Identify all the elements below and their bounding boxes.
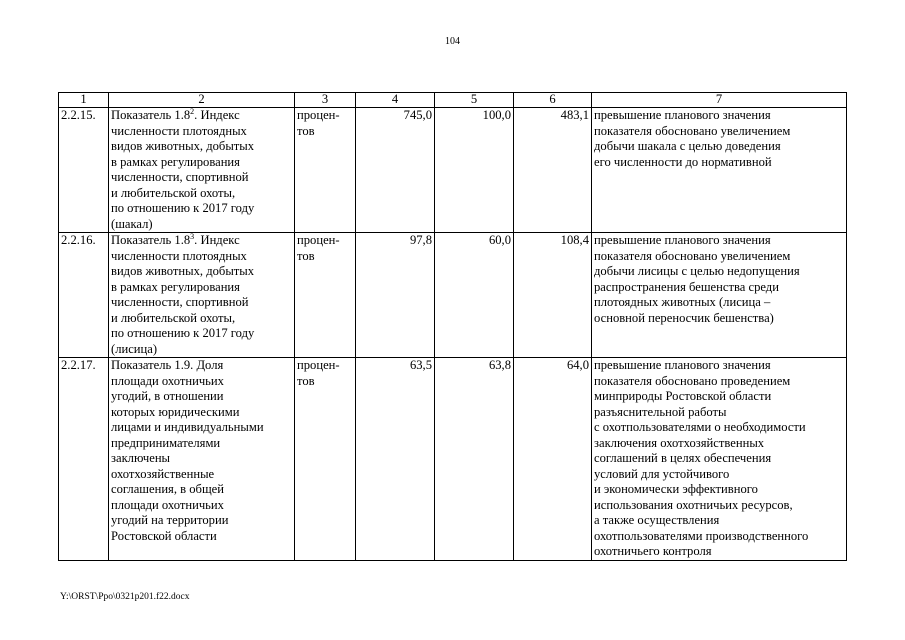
unit-cell: [295, 233, 356, 358]
value-cell: [356, 108, 435, 233]
comment-line: основной переносчик бешенства): [594, 310, 774, 325]
table-row: [59, 108, 847, 233]
comment-line: превышение планового значения: [594, 358, 771, 372]
unit-line: процен-: [297, 108, 340, 122]
unit-line: тов: [297, 123, 315, 138]
column-header: 3: [295, 93, 356, 108]
value-col6: 64,0: [566, 358, 589, 372]
indicator-line: соглашения, в общей: [111, 482, 224, 496]
row-code-cell: [59, 358, 109, 561]
value-col4: 63,5: [409, 358, 432, 372]
value-col6: 108,4: [560, 233, 589, 247]
indicator-prefix: Показатель 1.9: [111, 358, 191, 372]
comment-line: распространения бешенства среди: [594, 279, 779, 294]
indicator-line: по отношению к 2017 году: [111, 326, 255, 340]
comment-line: а также осуществления: [594, 513, 720, 527]
comment-line: превышение планового значения: [594, 108, 771, 122]
indicator-line: предпринимателями: [111, 435, 221, 450]
indicator-line: охотхозяйственные: [111, 466, 215, 481]
comment-cell: [592, 108, 847, 233]
comment-line: разъяснительной работы: [594, 404, 727, 419]
comment-cell: [592, 358, 847, 561]
column-header: 7: [592, 93, 847, 108]
value-col4: 97,8: [409, 233, 432, 247]
table-row: [59, 233, 847, 358]
table-row: [59, 358, 847, 561]
unit-line: процен-: [297, 233, 340, 247]
row-code: 2.2.16.: [61, 233, 96, 247]
value-cell: [514, 233, 592, 358]
comment-line: заключения охотхозяйственных: [594, 435, 765, 450]
indicator-line: . Индекс: [194, 233, 240, 247]
indicator-cell: [109, 233, 295, 358]
value-cell: [514, 358, 592, 561]
comment-line: соглашений в целях обеспечения: [594, 451, 772, 465]
comment-line: плотоядных животных (лисица –: [594, 295, 771, 309]
unit-cell: [295, 358, 356, 561]
indicator-line: лицами и индивидуальными: [111, 420, 264, 434]
indicator-line: Ростовской области: [111, 528, 217, 543]
indicator-prefix: Показатель 1.8: [111, 233, 191, 247]
comment-line: добычи лисицы с целью недопущения: [594, 264, 800, 278]
indicator-superscript: 2: [190, 106, 195, 116]
comment-line: минприроды Ростовской области: [594, 389, 772, 403]
value-col6: 483,1: [560, 108, 589, 122]
indicator-line: численности плотоядных: [111, 123, 247, 138]
comment-line: и экономически эффективного: [594, 482, 758, 496]
indicator-cell: [109, 358, 295, 561]
comment-line: охотничьего контроля: [594, 544, 712, 558]
indicator-line: площади охотничьих: [111, 373, 224, 388]
unit-line: процен-: [297, 358, 340, 372]
row-code-cell: [59, 233, 109, 358]
indicator-line: (шакал): [111, 216, 153, 231]
indicator-line: видов животных, добытых: [111, 264, 255, 278]
value-col4: 745,0: [403, 108, 432, 122]
unit-line: тов: [297, 373, 315, 388]
value-cell: [435, 108, 514, 233]
comment-line: с охотпользователями о необходимости: [594, 420, 806, 434]
comment-line: использования охотничьих ресурсов,: [594, 497, 793, 512]
comment-line: охотпользователями производственного: [594, 528, 809, 543]
indicator-line: угодий, в отношении: [111, 389, 224, 403]
column-header: 1: [59, 93, 109, 108]
value-cell: [356, 358, 435, 561]
value-col5: 60,0: [488, 233, 511, 247]
unit-line: тов: [297, 248, 315, 263]
comment-cell: [592, 233, 847, 358]
indicator-line: численности, спортивной: [111, 170, 249, 184]
column-header: 4: [356, 93, 435, 108]
indicator-line: (лисица): [111, 341, 158, 356]
column-header: 2: [109, 93, 295, 108]
table-header-row: [59, 93, 847, 108]
comment-line: показателя обосновано проведением: [594, 373, 791, 388]
indicator-line: площади охотничьих: [111, 497, 224, 512]
column-header: 5: [435, 93, 514, 108]
indicator-line: по отношению к 2017 году: [111, 201, 255, 215]
indicator-prefix: Показатель 1.8: [111, 108, 191, 122]
indicator-line: . Доля: [190, 358, 224, 372]
row-code: 2.2.15.: [61, 108, 96, 122]
indicator-line: которых юридическими: [111, 404, 240, 419]
indicator-line: и любительской охоты,: [111, 185, 236, 200]
column-header: 6: [514, 93, 592, 108]
value-cell: [356, 233, 435, 358]
indicator-line: в рамках регулирования: [111, 154, 240, 169]
page-number: 104: [445, 36, 460, 47]
unit-cell: [295, 108, 356, 233]
indicator-superscript: 3: [190, 231, 195, 241]
comment-line: показателя обосновано увеличением: [594, 123, 791, 138]
indicator-line: заключены: [111, 451, 171, 465]
value-cell: [435, 358, 514, 561]
value-cell: [435, 233, 514, 358]
indicator-cell: [109, 108, 295, 233]
report-table: [58, 92, 847, 561]
comment-line: условий для устойчивого: [594, 466, 730, 481]
file-path-footer: Y:\ORST\Ppo\0321p201.f22.docx: [60, 592, 190, 602]
indicator-line: видов животных, добытых: [111, 139, 255, 153]
value-col5: 63,8: [488, 358, 511, 372]
indicator-line: численности плотоядных: [111, 248, 247, 263]
comment-line: его численности до нормативной: [594, 154, 772, 169]
indicator-line: в рамках регулирования: [111, 279, 240, 294]
indicator-line: численности, спортивной: [111, 295, 249, 309]
indicator-line: угодий на территории: [111, 513, 229, 527]
comment-line: показателя обосновано увеличением: [594, 248, 791, 263]
row-code: 2.2.17.: [61, 358, 96, 372]
comment-line: превышение планового значения: [594, 233, 771, 247]
indicator-line: и любительской охоты,: [111, 310, 236, 325]
row-code-cell: [59, 108, 109, 233]
indicator-line: . Индекс: [194, 108, 240, 122]
value-cell: [514, 108, 592, 233]
value-col5: 100,0: [482, 108, 511, 122]
comment-line: добычи шакала с целью доведения: [594, 139, 781, 153]
